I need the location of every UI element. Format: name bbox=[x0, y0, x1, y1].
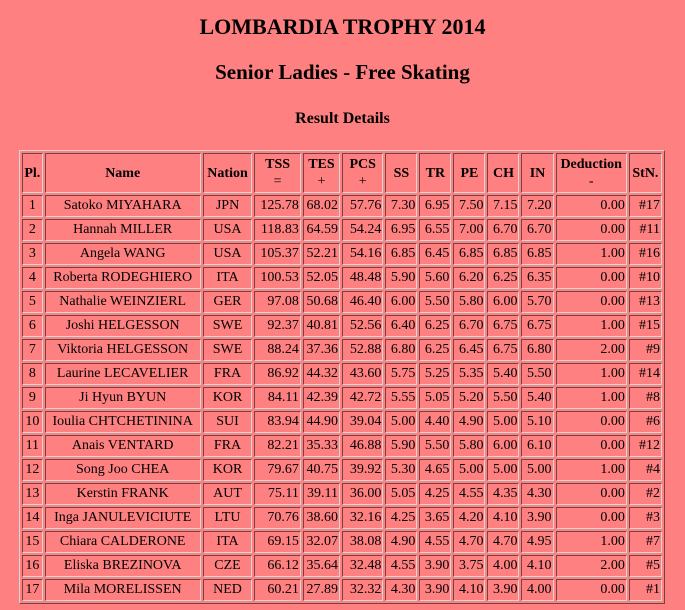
ss-cell: 4.25 bbox=[385, 507, 417, 529]
ch-cell: 6.00 bbox=[487, 435, 519, 457]
ss-cell: 5.00 bbox=[385, 411, 417, 433]
tss-cell: 70.76 bbox=[254, 507, 301, 529]
pe-cell: 4.55 bbox=[453, 483, 485, 505]
in-cell: 6.10 bbox=[521, 435, 553, 457]
ss-cell: 5.30 bbox=[385, 459, 417, 481]
ch-cell: 5.00 bbox=[487, 459, 519, 481]
results-body bbox=[22, 195, 662, 601]
tss-cell: 69.15 bbox=[254, 531, 301, 553]
ss-cell: 5.75 bbox=[385, 363, 417, 385]
in-cell: 4.95 bbox=[521, 531, 553, 553]
pcs-cell: 32.48 bbox=[342, 555, 383, 577]
pcs-cell: 43.60 bbox=[342, 363, 383, 385]
pe-cell: 5.20 bbox=[453, 387, 485, 409]
table-row bbox=[22, 507, 662, 529]
tes-cell: 68.02 bbox=[303, 195, 340, 217]
tes-cell: 44.90 bbox=[303, 411, 340, 433]
ch-cell: 5.40 bbox=[487, 363, 519, 385]
tr-cell: 6.95 bbox=[419, 195, 451, 217]
header-tr: TR bbox=[419, 153, 451, 193]
ch-cell: 6.25 bbox=[487, 267, 519, 289]
tr-cell: 4.55 bbox=[419, 531, 451, 553]
tes-cell: 37.36 bbox=[303, 339, 340, 361]
nation-cell: JPN bbox=[203, 195, 253, 217]
deduction-cell: 2.00 bbox=[556, 339, 627, 361]
tr-cell: 3.65 bbox=[419, 507, 451, 529]
deduction-cell: 2.00 bbox=[556, 555, 627, 577]
tss-cell: 75.11 bbox=[254, 483, 301, 505]
tss-cell: 88.24 bbox=[254, 339, 301, 361]
table-row bbox=[22, 387, 662, 409]
tr-cell: 6.45 bbox=[419, 243, 451, 265]
deduction-cell: 0.00 bbox=[556, 435, 627, 457]
ss-cell: 4.90 bbox=[385, 531, 417, 553]
nation-cell: USA bbox=[203, 219, 253, 241]
table-row bbox=[22, 363, 662, 385]
section-heading: Result Details bbox=[295, 110, 390, 127]
starting-number-cell: #8 bbox=[629, 387, 662, 409]
place-cell: 12 bbox=[22, 459, 43, 481]
tr-cell: 5.05 bbox=[419, 387, 451, 409]
skater-name-cell: Angela WANG bbox=[45, 243, 201, 265]
nation-cell: FRA bbox=[203, 435, 253, 457]
ss-cell: 5.90 bbox=[385, 435, 417, 457]
pe-cell: 7.50 bbox=[453, 195, 485, 217]
starting-number-cell: #15 bbox=[629, 315, 662, 337]
in-cell: 5.70 bbox=[521, 291, 553, 313]
pcs-cell: 52.56 bbox=[342, 315, 383, 337]
deduction-cell: 0.00 bbox=[556, 291, 627, 313]
tes-cell: 35.64 bbox=[303, 555, 340, 577]
ch-cell: 6.75 bbox=[487, 339, 519, 361]
nation-cell: SWE bbox=[203, 315, 253, 337]
starting-number-cell: #13 bbox=[629, 291, 662, 313]
tes-cell: 27.89 bbox=[303, 579, 340, 601]
place-cell: 13 bbox=[22, 483, 43, 505]
tes-cell: 64.59 bbox=[303, 219, 340, 241]
header-tes: TES + bbox=[303, 153, 340, 193]
skater-name-cell: Ioulia CHTCHETININA bbox=[45, 411, 201, 433]
place-cell: 11 bbox=[22, 435, 43, 457]
tr-cell: 4.25 bbox=[419, 483, 451, 505]
header-name: Name bbox=[45, 153, 201, 193]
ss-cell: 5.05 bbox=[385, 483, 417, 505]
skater-name-cell: Eliska BREZINOVA bbox=[45, 555, 201, 577]
ss-cell: 6.85 bbox=[385, 243, 417, 265]
tes-cell: 35.33 bbox=[303, 435, 340, 457]
skater-name-cell: Hannah MILLER bbox=[45, 219, 201, 241]
pe-cell: 5.80 bbox=[453, 291, 485, 313]
in-cell: 6.35 bbox=[521, 267, 553, 289]
tss-cell: 100.53 bbox=[254, 267, 301, 289]
nation-cell: NED bbox=[203, 579, 253, 601]
pe-cell: 6.85 bbox=[453, 243, 485, 265]
tss-cell: 83.94 bbox=[254, 411, 301, 433]
pe-cell: 6.70 bbox=[453, 315, 485, 337]
pcs-cell: 42.72 bbox=[342, 387, 383, 409]
ch-cell: 3.90 bbox=[487, 579, 519, 601]
table-row bbox=[22, 195, 662, 217]
nation-cell: SUI bbox=[203, 411, 253, 433]
starting-number-cell: #3 bbox=[629, 507, 662, 529]
ss-cell: 7.30 bbox=[385, 195, 417, 217]
starting-number-cell: #12 bbox=[629, 435, 662, 457]
ss-cell: 6.40 bbox=[385, 315, 417, 337]
pcs-cell: 46.88 bbox=[342, 435, 383, 457]
pcs-cell: 57.76 bbox=[342, 195, 383, 217]
tss-cell: 79.67 bbox=[254, 459, 301, 481]
deduction-cell: 1.00 bbox=[556, 363, 627, 385]
deduction-cell: 0.00 bbox=[556, 579, 627, 601]
ss-cell: 4.30 bbox=[385, 579, 417, 601]
skater-name-cell: Joshi HELGESSON bbox=[45, 315, 201, 337]
starting-number-cell: #17 bbox=[629, 195, 662, 217]
page-title: LOMBARDIA TROPHY 2014 bbox=[199, 14, 486, 39]
starting-number-cell: #2 bbox=[629, 483, 662, 505]
tes-cell: 44.32 bbox=[303, 363, 340, 385]
ch-cell: 6.00 bbox=[487, 291, 519, 313]
header-deduction: Deduction - bbox=[556, 153, 627, 193]
pcs-cell: 52.88 bbox=[342, 339, 383, 361]
ch-cell: 6.85 bbox=[487, 243, 519, 265]
deduction-cell: 0.00 bbox=[556, 195, 627, 217]
place-cell: 10 bbox=[22, 411, 43, 433]
tss-cell: 118.83 bbox=[254, 219, 301, 241]
pe-cell: 5.35 bbox=[453, 363, 485, 385]
place-cell: 17 bbox=[22, 579, 43, 601]
in-cell: 4.30 bbox=[521, 483, 553, 505]
starting-number-cell: #14 bbox=[629, 363, 662, 385]
pe-cell: 4.70 bbox=[453, 531, 485, 553]
tr-cell: 3.90 bbox=[419, 555, 451, 577]
skater-name-cell: Ji Hyun BYUN bbox=[45, 387, 201, 409]
starting-number-cell: #9 bbox=[629, 339, 662, 361]
place-cell: 8 bbox=[22, 363, 43, 385]
results-table bbox=[19, 150, 665, 604]
skater-name-cell: Inga JANULEVICIUTE bbox=[45, 507, 201, 529]
deduction-cell: 1.00 bbox=[556, 243, 627, 265]
table-row bbox=[22, 555, 662, 577]
ch-cell: 4.00 bbox=[487, 555, 519, 577]
starting-number-cell: #7 bbox=[629, 531, 662, 553]
tss-cell: 82.21 bbox=[254, 435, 301, 457]
place-cell: 14 bbox=[22, 507, 43, 529]
skater-name-cell: Song Joo CHEA bbox=[45, 459, 201, 481]
ss-cell: 6.95 bbox=[385, 219, 417, 241]
ch-cell: 4.10 bbox=[487, 507, 519, 529]
tes-cell: 52.21 bbox=[303, 243, 340, 265]
ss-cell: 4.55 bbox=[385, 555, 417, 577]
pe-cell: 7.00 bbox=[453, 219, 485, 241]
nation-cell: AUT bbox=[203, 483, 253, 505]
pcs-cell: 38.08 bbox=[342, 531, 383, 553]
pe-cell: 3.75 bbox=[453, 555, 485, 577]
deduction-cell: 0.00 bbox=[556, 483, 627, 505]
pe-cell: 5.80 bbox=[453, 435, 485, 457]
table-row bbox=[22, 315, 662, 337]
page-subtitle: Senior Ladies - Free Skating bbox=[215, 60, 470, 84]
nation-cell: ITA bbox=[203, 267, 253, 289]
pcs-cell: 46.40 bbox=[342, 291, 383, 313]
deduction-cell: 0.00 bbox=[556, 507, 627, 529]
ch-cell: 5.00 bbox=[487, 411, 519, 433]
ss-cell: 5.55 bbox=[385, 387, 417, 409]
tes-cell: 52.05 bbox=[303, 267, 340, 289]
in-cell: 4.00 bbox=[521, 579, 553, 601]
tr-cell: 3.90 bbox=[419, 579, 451, 601]
tes-cell: 32.07 bbox=[303, 531, 340, 553]
skater-name-cell: Kerstin FRANK bbox=[45, 483, 201, 505]
tr-cell: 5.50 bbox=[419, 291, 451, 313]
pe-cell: 4.20 bbox=[453, 507, 485, 529]
in-cell: 5.40 bbox=[521, 387, 553, 409]
place-cell: 9 bbox=[22, 387, 43, 409]
tes-cell: 40.75 bbox=[303, 459, 340, 481]
deduction-cell: 1.00 bbox=[556, 459, 627, 481]
skater-name-cell: Chiara CALDERONE bbox=[45, 531, 201, 553]
header-pe: PE bbox=[453, 153, 485, 193]
skater-name-cell: Satoko MIYAHARA bbox=[45, 195, 201, 217]
place-cell: 4 bbox=[22, 267, 43, 289]
nation-cell: FRA bbox=[203, 363, 253, 385]
table-row bbox=[22, 291, 662, 313]
deduction-cell: 1.00 bbox=[556, 387, 627, 409]
deduction-cell: 0.00 bbox=[556, 411, 627, 433]
place-cell: 7 bbox=[22, 339, 43, 361]
tr-cell: 5.25 bbox=[419, 363, 451, 385]
in-cell: 5.50 bbox=[521, 363, 553, 385]
starting-number-cell: #16 bbox=[629, 243, 662, 265]
header-ch: CH bbox=[487, 153, 519, 193]
tes-cell: 50.68 bbox=[303, 291, 340, 313]
in-cell: 6.70 bbox=[521, 219, 553, 241]
skater-name-cell: Mila MORELISSEN bbox=[45, 579, 201, 601]
in-cell: 4.10 bbox=[521, 555, 553, 577]
header-ss: SS bbox=[385, 153, 417, 193]
tr-cell: 6.25 bbox=[419, 315, 451, 337]
starting-number-cell: #1 bbox=[629, 579, 662, 601]
ss-cell: 6.00 bbox=[385, 291, 417, 313]
tes-cell: 38.60 bbox=[303, 507, 340, 529]
table-row bbox=[22, 243, 662, 265]
table-row bbox=[22, 411, 662, 433]
starting-number-cell: #4 bbox=[629, 459, 662, 481]
skater-name-cell: Viktoria HELGESSON bbox=[45, 339, 201, 361]
ch-cell: 5.50 bbox=[487, 387, 519, 409]
starting-number-cell: #5 bbox=[629, 555, 662, 577]
in-cell: 7.20 bbox=[521, 195, 553, 217]
header-in: IN bbox=[521, 153, 553, 193]
tss-cell: 60.21 bbox=[254, 579, 301, 601]
deduction-cell: 0.00 bbox=[556, 219, 627, 241]
pcs-cell: 32.32 bbox=[342, 579, 383, 601]
skater-name-cell: Laurine LECAVELIER bbox=[45, 363, 201, 385]
pe-cell: 4.10 bbox=[453, 579, 485, 601]
tss-cell: 125.78 bbox=[254, 195, 301, 217]
pe-cell: 6.45 bbox=[453, 339, 485, 361]
tss-cell: 84.11 bbox=[254, 387, 301, 409]
starting-number-cell: #11 bbox=[629, 219, 662, 241]
place-cell: 16 bbox=[22, 555, 43, 577]
header-place: Pl. bbox=[22, 153, 43, 193]
tr-cell: 4.40 bbox=[419, 411, 451, 433]
pe-cell: 5.00 bbox=[453, 459, 485, 481]
ch-cell: 6.75 bbox=[487, 315, 519, 337]
in-cell: 6.80 bbox=[521, 339, 553, 361]
deduction-cell: 0.00 bbox=[556, 267, 627, 289]
deduction-cell: 1.00 bbox=[556, 531, 627, 553]
table-row bbox=[22, 435, 662, 457]
tss-cell: 92.37 bbox=[254, 315, 301, 337]
ss-cell: 6.80 bbox=[385, 339, 417, 361]
pcs-cell: 32.16 bbox=[342, 507, 383, 529]
tes-cell: 42.39 bbox=[303, 387, 340, 409]
in-cell: 6.75 bbox=[521, 315, 553, 337]
header-nation: Nation bbox=[203, 153, 253, 193]
place-cell: 6 bbox=[22, 315, 43, 337]
pcs-cell: 39.92 bbox=[342, 459, 383, 481]
nation-cell: KOR bbox=[203, 459, 253, 481]
nation-cell: USA bbox=[203, 243, 253, 265]
header-starting-number: StN. bbox=[629, 153, 662, 193]
starting-number-cell: #10 bbox=[629, 267, 662, 289]
skater-name-cell: Anais VENTARD bbox=[45, 435, 201, 457]
deduction-cell: 1.00 bbox=[556, 315, 627, 337]
pcs-cell: 36.00 bbox=[342, 483, 383, 505]
nation-cell: LTU bbox=[203, 507, 253, 529]
pcs-cell: 54.16 bbox=[342, 243, 383, 265]
nation-cell: CZE bbox=[203, 555, 253, 577]
header-tss: TSS = bbox=[254, 153, 301, 193]
in-cell: 3.90 bbox=[521, 507, 553, 529]
table-row bbox=[22, 459, 662, 481]
pe-cell: 6.20 bbox=[453, 267, 485, 289]
nation-cell: SWE bbox=[203, 339, 253, 361]
pcs-cell: 39.04 bbox=[342, 411, 383, 433]
nation-cell: GER bbox=[203, 291, 253, 313]
nation-cell: ITA bbox=[203, 531, 253, 553]
tss-cell: 105.37 bbox=[254, 243, 301, 265]
tr-cell: 4.65 bbox=[419, 459, 451, 481]
nation-cell: KOR bbox=[203, 387, 253, 409]
ch-cell: 6.70 bbox=[487, 219, 519, 241]
ch-cell: 7.15 bbox=[487, 195, 519, 217]
header-row bbox=[22, 153, 662, 193]
table-row bbox=[22, 483, 662, 505]
table-row bbox=[22, 219, 662, 241]
tr-cell: 6.55 bbox=[419, 219, 451, 241]
skater-name-cell: Nathalie WEINZIERL bbox=[45, 291, 201, 313]
tes-cell: 39.11 bbox=[303, 483, 340, 505]
place-cell: 15 bbox=[22, 531, 43, 553]
in-cell: 5.10 bbox=[521, 411, 553, 433]
tss-cell: 97.08 bbox=[254, 291, 301, 313]
starting-number-cell: #6 bbox=[629, 411, 662, 433]
place-cell: 1 bbox=[22, 195, 43, 217]
pcs-cell: 48.48 bbox=[342, 267, 383, 289]
header-pcs: PCS + bbox=[342, 153, 383, 193]
pe-cell: 4.90 bbox=[453, 411, 485, 433]
tr-cell: 5.50 bbox=[419, 435, 451, 457]
tss-cell: 86.92 bbox=[254, 363, 301, 385]
in-cell: 6.85 bbox=[521, 243, 553, 265]
table-row bbox=[22, 579, 662, 601]
table-row bbox=[22, 531, 662, 553]
pcs-cell: 54.24 bbox=[342, 219, 383, 241]
table-row bbox=[22, 267, 662, 289]
tes-cell: 40.81 bbox=[303, 315, 340, 337]
table-row bbox=[22, 339, 662, 361]
tr-cell: 5.60 bbox=[419, 267, 451, 289]
tss-cell: 66.12 bbox=[254, 555, 301, 577]
ch-cell: 4.70 bbox=[487, 531, 519, 553]
ss-cell: 5.90 bbox=[385, 267, 417, 289]
place-cell: 3 bbox=[22, 243, 43, 265]
skater-name-cell: Roberta RODEGHIERO bbox=[45, 267, 201, 289]
in-cell: 5.00 bbox=[521, 459, 553, 481]
place-cell: 2 bbox=[22, 219, 43, 241]
tr-cell: 6.25 bbox=[419, 339, 451, 361]
ch-cell: 4.35 bbox=[487, 483, 519, 505]
place-cell: 5 bbox=[22, 291, 43, 313]
